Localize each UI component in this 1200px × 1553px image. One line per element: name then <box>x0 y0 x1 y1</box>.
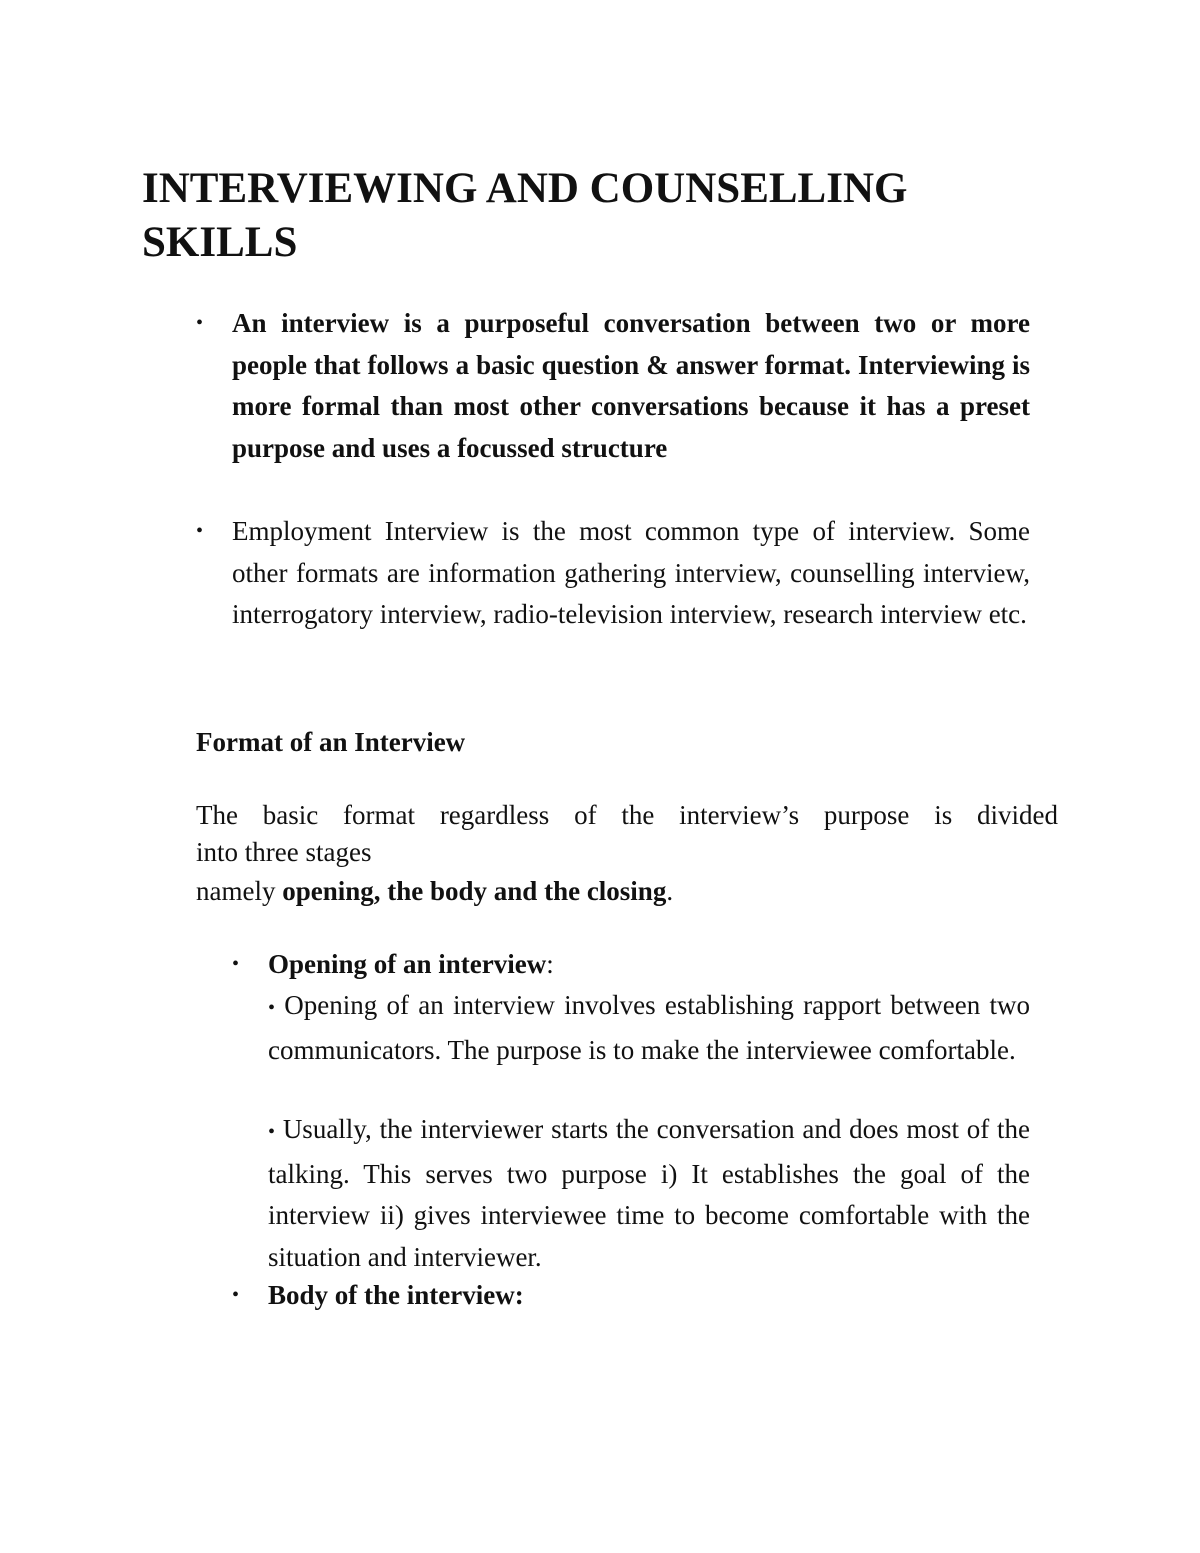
format-intro-prefix: namely <box>196 876 283 906</box>
bullet-icon: • <box>232 953 240 975</box>
list-item <box>196 303 1030 469</box>
format-intro-line-2: into three stages <box>196 837 372 867</box>
list-item <box>232 944 1032 986</box>
format-intro-suffix: . <box>666 876 674 906</box>
section-heading: Format of an Interview <box>196 727 466 757</box>
stage-label: Body of the interview: <box>268 1280 524 1310</box>
format-intro-line-3 <box>196 873 1058 910</box>
interview-definition-text: An interview is a purposeful conversation between two or more people that follows a basic question & answer format. Interviewing is more formal than most other conversations because it has a preset purpose and uses a focussed structure <box>232 308 1030 463</box>
format-intro-stages: opening, the body and the closing <box>282 876 667 906</box>
format-intro <box>196 797 1058 910</box>
stage-label-text: Opening of an interview <box>268 949 547 979</box>
bullet-icon: • <box>268 997 276 1019</box>
list-item <box>268 1109 1030 1278</box>
stage-subpoint-text: Usually, the interviewer starts the conversation and does most of the talking. This serves two purpose i) It establishes the goal of the interview ii) gives interviewee time to become comfortable with the situation and interviewer. <box>268 1114 1031 1272</box>
bullet-icon: • <box>196 520 204 542</box>
bullet-icon: • <box>232 1284 240 1306</box>
list-item <box>196 511 1030 636</box>
stage-subpoint-text: Opening of an interview involves establishing rapport between two communicators. The purpose is to make the interviewee comfortable. <box>268 990 1031 1065</box>
stage-subpoint <box>268 1109 1030 1278</box>
list-item <box>232 1275 1032 1317</box>
interview-types-text: Employment Interview is the most common type of interview. Some other formats are information gathering interview, counselling interview, interrogatory interview, radio-television interview, research interview etc. <box>232 516 1030 629</box>
page-title: INTERVIEWING AND COUNSELLING SKILLS <box>142 165 908 266</box>
bullet-icon: • <box>196 312 204 334</box>
stage-label-suffix: : <box>546 949 554 979</box>
bullet-icon: • <box>268 1121 276 1143</box>
stage-subpoint <box>268 985 1030 1071</box>
format-intro-line-1: The basic format regardless of the interview’s purpose is divided <box>196 800 1058 830</box>
stage-label <box>268 944 1032 986</box>
list-item <box>268 985 1030 1071</box>
